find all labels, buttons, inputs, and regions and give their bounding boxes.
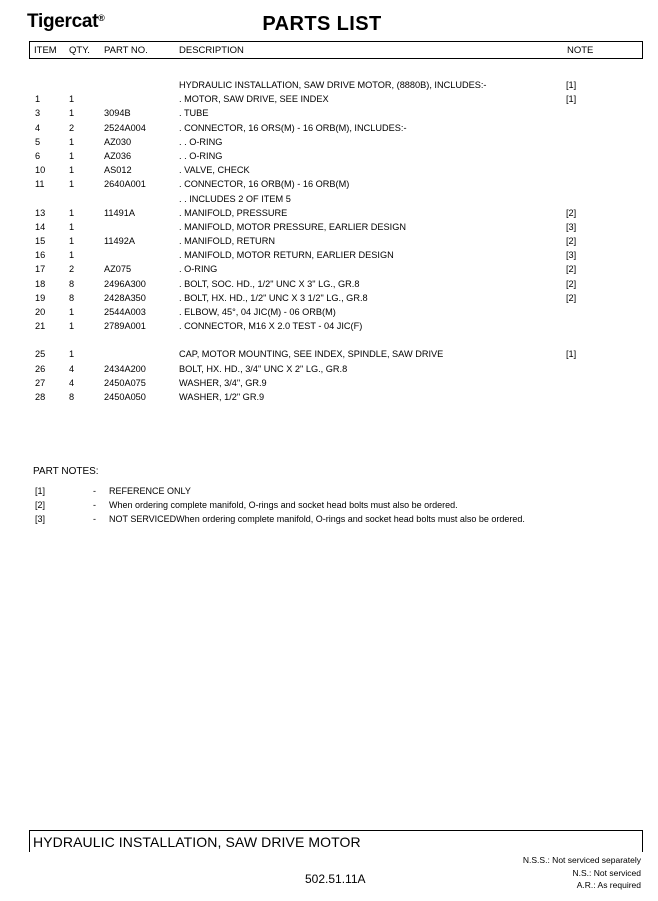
cell-item: 18 — [35, 278, 46, 289]
cell-description: . MANIFOLD, PRESSURE — [179, 207, 288, 218]
cell-part-no: 2450A075 — [104, 377, 146, 388]
cell-description: . VALVE, CHECK — [179, 165, 250, 176]
cell-qty: 1 — [69, 236, 75, 247]
table-row — [0, 291, 658, 305]
note-code: [1] — [35, 486, 46, 496]
table-row — [0, 347, 658, 361]
cell-item: 6 — [35, 150, 41, 161]
cell-item: 20 — [35, 307, 46, 317]
cell-qty: 1 — [69, 207, 75, 218]
cell-qty: 8 — [69, 292, 75, 303]
table-row — [0, 234, 658, 248]
cell-part-no: 11492A — [104, 236, 135, 247]
legend-nss: N.S.S.: Not serviced separately — [522, 855, 641, 865]
cell-item: 13 — [35, 207, 46, 218]
page-number: 502.51.11A — [305, 872, 366, 886]
cell-part-no: AZ036 — [104, 150, 132, 161]
table-row — [0, 319, 658, 333]
cell-note: [2] — [566, 292, 577, 303]
header-qty: QTY. — [69, 45, 90, 56]
cell-description: HYDRAULIC INSTALLATION, SAW DRIVE MOTOR, (8880B), INCLUDES:- — [179, 80, 487, 90]
cell-description: WASHER, 3/4", GR.9 — [179, 377, 267, 388]
cell-description: BOLT, HX. HD., 3/4" UNC X 2" LG., GR.8 — [179, 363, 348, 374]
cell-qty: 1 — [69, 108, 75, 119]
cell-description: . . O-RING — [179, 150, 223, 161]
cell-part-no: 2544A003 — [104, 307, 146, 317]
cell-item: 3 — [35, 108, 41, 119]
part-notes-list — [0, 484, 658, 526]
cell-description: . MANIFOLD, MOTOR RETURN, EARLIER DESIGN — [179, 250, 394, 261]
cell-qty: 1 — [69, 150, 75, 161]
table-header — [29, 41, 643, 59]
note-dash: - — [93, 514, 96, 524]
table-row — [0, 277, 658, 291]
cell-qty: 1 — [69, 136, 75, 147]
cell-item: 16 — [35, 250, 46, 261]
cell-description: . MANIFOLD, RETURN — [179, 236, 275, 247]
cell-item: 19 — [35, 292, 46, 303]
cell-description: . CONNECTOR, 16 ORB(M) - 16 ORB(M) — [179, 179, 350, 190]
cell-qty: 1 — [69, 321, 75, 332]
cell-description: . BOLT, HX. HD., 1/2" UNC X 3 1/2" LG., GR.8 — [179, 292, 368, 303]
cell-note: [3] — [566, 250, 577, 261]
cell-part-no: 3094B — [104, 108, 131, 119]
cell-item: 25 — [35, 349, 46, 360]
table-row — [0, 177, 658, 191]
part-notes-title: PART NOTES: — [33, 466, 99, 477]
cell-description: . CONNECTOR, M16 X 2.0 TEST - 04 JIC(F) — [179, 321, 363, 332]
note-text: REFERENCE ONLY — [109, 486, 191, 496]
cell-item: 15 — [35, 236, 46, 247]
cell-part-no: 2450A050 — [104, 391, 146, 402]
cell-qty: 1 — [69, 250, 75, 261]
table-row — [0, 220, 658, 234]
cell-part-no: AS012 — [104, 165, 132, 176]
footer-title: HYDRAULIC INSTALLATION, SAW DRIVE MOTOR — [33, 834, 361, 850]
cell-part-no: 2496A300 — [104, 278, 146, 289]
cell-description: . O-RING — [179, 264, 218, 275]
table-row — [0, 390, 658, 404]
legend-ar: A.R.: As required — [576, 880, 641, 890]
note-code: [3] — [35, 514, 46, 524]
note-dash: - — [93, 486, 96, 496]
cell-description: . TUBE — [179, 108, 209, 119]
table-row — [0, 248, 658, 262]
cell-part-no: 2640A001 — [104, 179, 146, 190]
cell-qty: 1 — [69, 179, 75, 190]
cell-part-no: 2434A200 — [104, 363, 146, 374]
table-row — [0, 376, 658, 390]
cell-part-no: 2428A350 — [104, 292, 146, 303]
cell-part-no: 2789A001 — [104, 321, 146, 332]
cell-note: [1] — [566, 94, 577, 105]
cell-description: WASHER, 1/2" GR.9 — [179, 391, 265, 402]
table-row — [0, 362, 658, 376]
note-text: When ordering complete manifold, O-rings and socket head bolts must also be ordered. — [109, 500, 458, 510]
cell-item: 26 — [35, 363, 46, 374]
cell-item: 1 — [35, 94, 41, 105]
table-row — [0, 305, 658, 319]
note-dash: - — [93, 500, 96, 510]
cell-note: [2] — [566, 236, 577, 247]
cell-qty: 8 — [69, 391, 75, 402]
header-item: ITEM — [34, 45, 57, 56]
cell-item: 5 — [35, 136, 41, 147]
cell-item: 4 — [35, 122, 41, 133]
cell-note: [2] — [566, 278, 577, 289]
table-row — [0, 92, 658, 106]
brand-name: Tigercat — [27, 11, 99, 32]
table-row — [0, 333, 658, 347]
cell-note: [1] — [566, 80, 577, 90]
cell-description: . MOTOR, SAW DRIVE, SEE INDEX — [179, 94, 329, 105]
cell-part-no: 11491A — [104, 207, 135, 218]
cell-description: . CONNECTOR, 16 ORS(M) - 16 ORB(M), INCLUDES:- — [179, 122, 407, 133]
legend-ns: N.S.: Not serviced — [572, 867, 641, 878]
cell-qty: 4 — [69, 377, 75, 388]
header-description: DESCRIPTION — [179, 45, 244, 56]
cell-description: . . INCLUDES 2 OF ITEM 5 — [179, 193, 291, 204]
cell-description: . . O-RING — [179, 136, 223, 147]
cell-item: 11 — [35, 179, 45, 190]
part-note — [0, 484, 658, 498]
cell-part-no: 2524A004 — [104, 122, 146, 133]
table-row — [0, 78, 658, 92]
abbreviation-legend — [523, 854, 641, 892]
table-row — [0, 135, 658, 149]
cell-qty: 1 — [69, 94, 75, 105]
cell-note: [2] — [566, 207, 577, 218]
cell-item: 17 — [35, 264, 46, 275]
table-row — [0, 192, 658, 206]
cell-part-no: AZ030 — [104, 136, 132, 147]
cell-note: [3] — [566, 221, 577, 232]
table-row — [0, 206, 658, 220]
cell-item: 21 — [35, 321, 46, 332]
cell-qty: 1 — [69, 307, 75, 317]
cell-item: 27 — [35, 377, 46, 388]
brand-mark: ® — [98, 13, 105, 23]
cell-qty: 1 — [69, 221, 75, 232]
cell-item: 14 — [35, 221, 46, 232]
table-row — [0, 163, 658, 177]
cell-note: [2] — [566, 264, 577, 275]
table-row — [0, 121, 658, 135]
header-note: NOTE — [567, 45, 594, 56]
header-part-no: PART NO. — [104, 45, 148, 56]
page-title: PARTS LIST — [262, 13, 382, 35]
cell-description: . MANIFOLD, MOTOR PRESSURE, EARLIER DESIGN — [179, 221, 407, 232]
cell-qty: 1 — [69, 349, 75, 360]
table-row — [0, 149, 658, 163]
part-note — [0, 512, 658, 526]
cell-description: CAP, MOTOR MOUNTING, SEE INDEX, SPINDLE, SAW DRIVE — [179, 349, 444, 360]
table-row — [0, 106, 658, 120]
cell-description: . BOLT, SOC. HD., 1/2" UNC X 3" LG., GR.8 — [179, 278, 360, 289]
cell-description: . ELBOW, 45°, 04 JIC(M) - 06 ORB(M) — [179, 307, 336, 317]
cell-part-no: AZ075 — [104, 264, 132, 275]
cell-qty: 8 — [69, 278, 75, 289]
cell-qty: 2 — [69, 122, 75, 133]
cell-item: 10 — [35, 165, 46, 176]
footer-title-box — [29, 830, 643, 852]
cell-qty: 1 — [69, 165, 75, 176]
cell-qty: 2 — [69, 264, 75, 275]
part-note — [0, 498, 658, 512]
note-code: [2] — [35, 500, 46, 510]
cell-qty: 4 — [69, 363, 75, 374]
note-text: NOT SERVICEDWhen ordering complete manifold, O-rings and socket head bolts must also be ordered. — [109, 514, 525, 524]
table-row — [0, 262, 658, 276]
cell-note: [1] — [566, 349, 577, 360]
parts-table-body — [0, 78, 658, 404]
cell-item: 28 — [35, 391, 46, 402]
